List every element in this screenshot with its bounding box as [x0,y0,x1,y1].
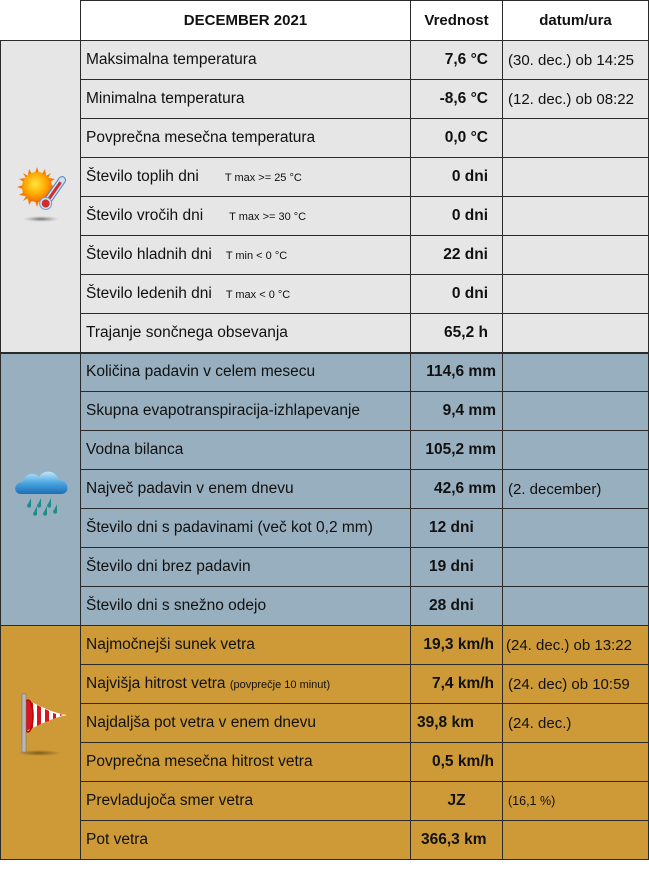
windsock-icon [11,692,71,763]
row-date [503,275,649,314]
label-note: T max >= 30 °C [229,211,307,223]
row-label [81,197,411,236]
row-label [81,548,411,587]
row-label [81,431,411,470]
header-row [1,1,649,41]
label-text: Število vročih dni [86,207,204,224]
row-label [81,353,411,392]
row-date: (24. dec) ob 10:59 [503,665,649,704]
row-date [503,314,649,353]
label-text: Prevladujoča smer vetra [86,792,254,809]
label-text: Število dni s padavinami (več kot 0,2 mm) [86,519,373,536]
row-value: 0 dni [411,158,503,197]
row-label [81,470,411,509]
row-date [503,743,649,782]
row-date [503,587,649,626]
row-label [81,275,411,314]
header-value: Vrednost [411,1,503,41]
row-label [81,821,411,860]
table-row [1,821,649,860]
row-label [81,509,411,548]
row-value: 366,3 km [411,821,503,860]
table-row [1,743,649,782]
row-label [81,392,411,431]
table-row [1,431,649,470]
label-text: Pot vetra [86,831,149,848]
row-date [503,509,649,548]
row-date [503,353,649,392]
label-text: Minimalna temperatura [86,90,245,107]
label-text: Vodna bilanca [86,441,184,458]
label-text: Najdaljša pot vetra v enem dnevu [86,714,317,731]
row-date [503,236,649,275]
row-label [81,41,411,80]
label-text: Število hladnih dni [86,246,212,263]
row-value: 0 dni [411,197,503,236]
table-row [1,80,649,119]
table-row [1,587,649,626]
row-value: 9,4 mm [411,392,503,431]
row-value: 0 dni [411,275,503,314]
table-row [1,470,649,509]
row-date [503,392,649,431]
row-date: (16,1 %) [503,782,649,821]
row-date: (24. dec.) ob 13:22 [503,626,649,665]
row-date [503,431,649,470]
label-note: (povprečje 10 minut) [229,679,331,691]
row-label [81,665,411,704]
wind-section [1,626,649,860]
label-note: T max >= 25 °C [224,172,302,184]
table-row [1,782,649,821]
label-text: Povprečna mesečna hitrost vetra [86,753,313,770]
table-row [1,509,649,548]
row-date [503,821,649,860]
row-label [81,704,411,743]
label-text: Trajanje sončnega obsevanja [86,323,288,341]
row-label [81,236,411,275]
row-date [503,197,649,236]
label-text: Število toplih dni [86,168,199,185]
row-date: (12. dec.) ob 08:22 [503,80,649,119]
row-date [503,158,649,197]
label-text: Število dni s snežno odejo [86,597,267,614]
row-date [503,119,649,158]
table-row [1,548,649,587]
row-value: 19,3 km/h [411,626,503,665]
table-row [1,119,649,158]
row-value: 7,6 °C [411,41,503,80]
row-label [81,782,411,821]
table-row [1,314,649,353]
row-value: 114,6 mm [411,353,503,392]
table-row [1,665,649,704]
precipitation-section [1,353,649,626]
row-label [81,80,411,119]
label-text: Povprečna mesečna temperatura [86,129,316,146]
row-date: (30. dec.) ob 14:25 [503,41,649,80]
table-row [1,236,649,275]
table-row [1,41,649,80]
row-date: (2. december) [503,470,649,509]
rain-cloud-icon [11,466,71,521]
table-row [1,392,649,431]
table-row [1,626,649,665]
table-row [1,704,649,743]
header-title: DECEMBER 2021 [81,1,411,41]
label-text: Količina padavin v celem mesecu [86,363,316,381]
row-value: 28 dni [411,587,503,626]
row-value: 42,6 mm [411,470,503,509]
row-value: 0,5 km/h [411,743,503,782]
label-text: Največ padavin v enem dnevu [86,480,294,497]
wind-icon-cell [1,626,81,860]
label-note: T min < 0 °C [225,250,288,262]
label-text: Maksimalna temperatura [86,51,257,68]
row-value: 39,8 km [411,704,503,743]
table-row [1,197,649,236]
row-value: 19 dni [411,548,503,587]
label-text: Število dni brez padavin [86,558,251,575]
row-date: (24. dec.) [503,704,649,743]
row-label [81,119,411,158]
precipitation-icon-cell [1,353,81,626]
row-label [81,587,411,626]
row-value: 65,2 h [411,314,503,353]
label-note: T max < 0 °C [225,289,291,301]
row-label [81,314,411,353]
temperature-section [1,41,649,353]
sun-thermometer-icon [13,163,69,230]
header-date: datum/ura [503,1,649,41]
label-text: Najmočnejši sunek vetra [86,636,255,653]
temperature-icon-cell [1,41,81,353]
row-label [81,743,411,782]
row-value: 0,0 °C [411,119,503,158]
row-value: 105,2 mm [411,431,503,470]
table-row [1,158,649,197]
label-text: Najvišja hitrost vetra [86,675,226,692]
label-text: Število ledenih dni [86,285,212,302]
label-text: Skupna evapotranspiracija-izhlapevanje [86,402,361,419]
row-label [81,158,411,197]
table-row [1,353,649,392]
header-blank [1,1,81,41]
row-value: JZ [411,782,503,821]
row-value: -8,6 °C [411,80,503,119]
row-value: 22 dni [411,236,503,275]
row-label [81,626,411,665]
row-value: 12 dni [411,509,503,548]
table-row [1,275,649,314]
row-value: 7,4 km/h [411,665,503,704]
row-date [503,548,649,587]
